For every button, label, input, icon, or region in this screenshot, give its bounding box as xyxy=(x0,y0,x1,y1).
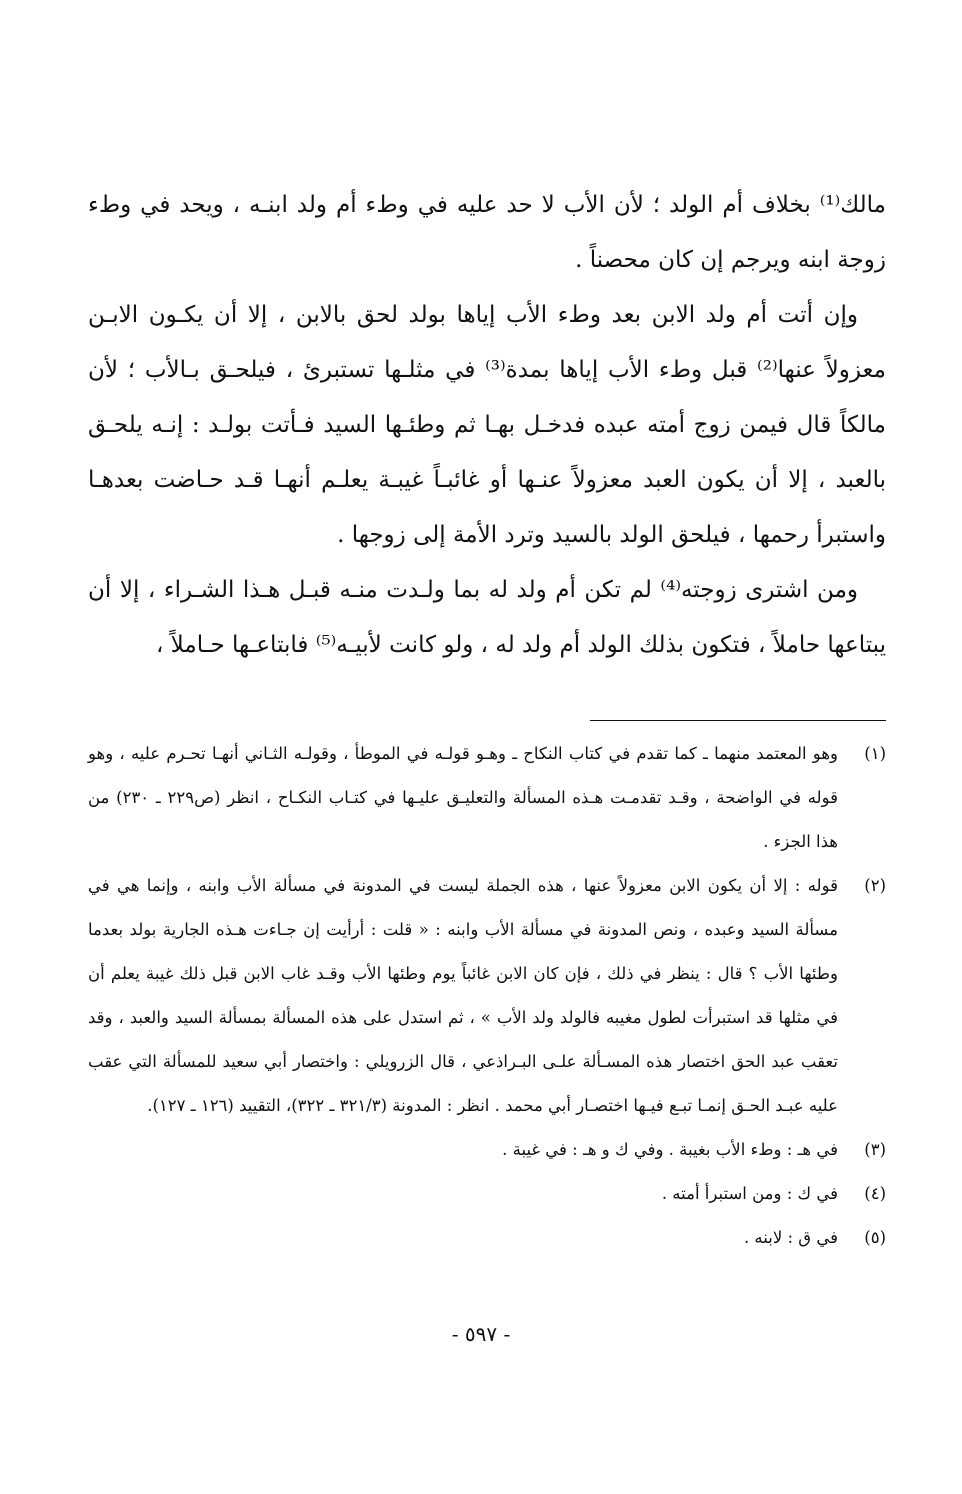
footnote-4 xyxy=(88,1172,886,1216)
footnote-number: (٣) xyxy=(864,1140,886,1159)
footnote-3 xyxy=(88,1128,886,1172)
footnote-text: وهو المعتمد منهما ـ كما تقدم في كتاب النكاح ـ وهـو قولـه في الموطأ ، وقولـه الثـاني أنهـا تحـرم عليه ، وهو قوله في الواضحة ، وقـد تقدمـت هـذه المسألة والتعليـق عليـها في كتـاب النكـاح ، انظر (ص٢٢٩ ـ ٢٣٠) من هذا الجزء . xyxy=(88,744,838,851)
paragraph-2: وإن أتت أم ولد الابن بعد وطء الأب إياها بولد لحق بالابن ، إلا أن يكـون الابـن معزولاً عنها⁽²⁾ قبل وطء الأب إياها بمدة⁽³⁾ في مثلـها تستبرئ ، فيلحـق بـالأب ؛ لأن مالكاً قال فيمن زوج أمته عبده فدخـل بهـا ثم وطئـها السيد فـأتت بولـد : إنـه يلحـق بالعبد ، إلا أن يكون العبد معزولاً عنـها أو غائبـاً غيبـة يعلـم أنهـا قـد حـاضت بعدهـا واستبرأ رحمها ، فيلحق الولد بالسيد وترد الأمة إلى زوجها . xyxy=(88,302,886,548)
paragraph-1: مالك⁽¹⁾ بخلاف أم الولد ؛ لأن الأب لا حد عليه في وطء أم ولد ابنـه ، ويحد في وطء زوجة ابنه ويرجم إن كان محصناً . xyxy=(88,192,886,273)
footnote-number: (٤) xyxy=(864,1184,886,1203)
footnote-text: في ق : لابنه . xyxy=(743,1228,838,1247)
main-text xyxy=(88,178,886,673)
footnote-2 xyxy=(88,864,886,1128)
footnote-text: في ك : ومن استبرأ أمته . xyxy=(661,1184,838,1203)
footnote-number: (١) xyxy=(864,744,886,763)
footnotes xyxy=(88,732,886,1260)
footnote-text: قوله : إلا أن يكون الابن معزولاً عنها ، هذه الجملة ليست في المدونة في مسألة الأب وابنه ، وإنما هي في مسألة السيد وعبده ، ونص المدونة في مسألة الأب وابنه : « قلت : أرأيت إن جـاءت هـذه الجارية بولد بعدما وطئها الأب ؟ قال : ينظر في ذلك ، فإن كان الابن غائباً يوم وطئها الأب وقـد غاب الابن قبل ذلك غيبة يعلم أن في مثلها قد استبرأت لطول مغيبه فالولد ولد الأب » ، ثم استدل على هذه المسألة بمسألة السيد والعبد ، وقد تعقب عبد الحق اختصار هذه المسـألة علـى البـراذعي ، قال الزرويلي : واختصار أبي سعيد للمسألة التي عقب عليه عبـد الحـق إنمـا تبـع فيـها اختصـار أبي محمد . انظر : المدونة (٣٢١/٣ ـ ٣٢٢)، التقييد (١٢٦ ـ ١٢٧). xyxy=(88,876,838,1115)
footnote-text: في هـ : وطء الأب بغيبة . وفي ك و هـ : في غيبة . xyxy=(502,1140,838,1159)
footnote-5 xyxy=(88,1216,886,1260)
footnote-divider xyxy=(590,720,886,721)
footnote-number: (٢) xyxy=(864,876,886,895)
page-number: - ٥٩٧ - xyxy=(451,1322,511,1346)
footnote-1 xyxy=(88,732,886,864)
footnote-number: (٥) xyxy=(864,1228,886,1247)
paragraph-3: ومن اشترى زوجته⁽⁴⁾ لم تكن أم ولد له بما ولـدت منـه قبـل هـذا الشـراء ، إلا أن يبتاعها حاملاً ، فتكون بذلك الولد أم ولد له ، ولو كانت لأبيـه⁽⁵⁾ فابتاعـها حـاملاً ، xyxy=(88,577,886,658)
